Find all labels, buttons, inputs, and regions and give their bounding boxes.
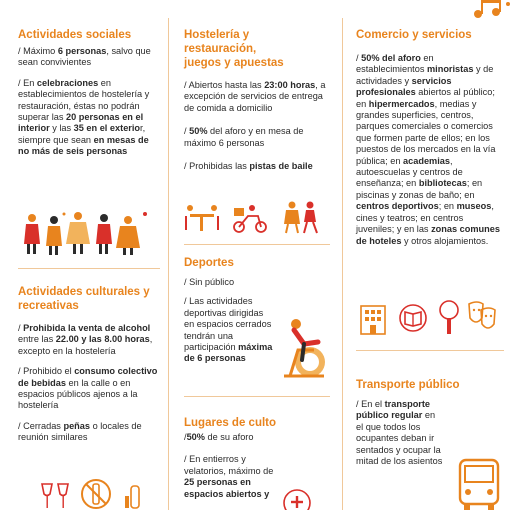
section-divider (356, 350, 504, 351)
spinning-bike-icon (274, 316, 336, 380)
cultural-paragraph-1: / Prohibida la venta de alcohol entre las 22.00 y las 8.00 horas, excepto en la hostelería (18, 323, 153, 356)
section-title: Hostelería y restauración, juegos y apuestas (184, 29, 284, 69)
theater-masks-icon (466, 298, 498, 336)
section-title: Transporte público (356, 379, 460, 391)
social-paragraph-1: / Máximo 6 personas, salvo que sean convivientes (18, 46, 151, 68)
column-divider (168, 18, 169, 510)
cultural-paragraph-3: / Cerradas peñas o locales de reunión similares (18, 420, 142, 443)
restaurant-table-icon (184, 202, 220, 234)
cultural-paragraph-2: / Prohibido el consumo colectivo de bebidas en la calle o en espacios públicos ajenos a la hostelería (18, 366, 158, 411)
wine-toast-icon (38, 480, 72, 510)
section-title: Actividades sociales (18, 29, 132, 41)
section-comercio (356, 28, 504, 247)
bus-icon (456, 456, 502, 510)
dancers-icon (282, 200, 322, 234)
section-transporte (356, 378, 504, 467)
hosteleria-paragraph-1: / Abiertos hasta las 23:00 horas, a excepción de servicios de entrega de comida a domicilio (184, 80, 326, 113)
social-paragraph-2: / En celebraciones en establecimientos de hostelería y restauración, éstas no podrán superar las 20 personas en el interior y las 35 en el exterior, siempre que sean en mesas de no más de seis personas (18, 77, 150, 157)
section-divider (184, 244, 330, 245)
deportes-paragraph-2: / Las actividades deportivas dirigidas en espacios cerrados tendrán una participación máxima de 6 personas (184, 296, 273, 364)
section-divider (18, 268, 160, 269)
section-cultural (18, 285, 160, 444)
section-social (18, 28, 160, 158)
column-divider (342, 18, 343, 510)
cross-icon (282, 488, 312, 510)
culto-paragraph-2: / En entierros y velatorios, máximo de 25 personas en espacios abiertos y (184, 454, 274, 499)
section-divider (184, 396, 330, 397)
building-icon (358, 300, 388, 336)
section-title: Comercio y servicios (356, 29, 472, 41)
no-alcohol-icon (80, 478, 112, 510)
comercio-paragraph-1: / 50% del aforo en establecimientos minoristas y de actividades y servicios profesionales abiertos al público; en hipermercados, medias y grandes superficies, centros, parques comerciales o comercios que formen parte de ellos; en los puestos de los mercados en la vía pública; en academias, autoescuelas y centros de enseñanza; en bibliotecas; en piscinas y zonas de baño; en centros deportivos; en museos, cines y teatros; en centros juveniles; y en las zonas comunes de hoteles y otros alojamientos. (356, 53, 501, 246)
hosteleria-paragraph-2: / 50% del aforo y en mesa de máximo 6 personas (184, 126, 304, 148)
music-notes-icon (472, 0, 510, 20)
section-title: Lugares de culto (184, 417, 277, 429)
hosteleria-paragraph-3: / Prohibidas las pistas de baile (184, 161, 313, 172)
swimming-icon (436, 300, 462, 336)
delivery-scooter-icon (230, 202, 270, 234)
deportes-paragraph-1: / Sin público (184, 277, 235, 287)
section-title: Deportes (184, 257, 234, 269)
party-people-icon (20, 210, 152, 256)
section-title: Actividades culturales y recreativas (18, 286, 150, 312)
culto-paragraph-1: /50% de su aforo (184, 432, 254, 442)
transporte-paragraph-1: / En el transporte público regular en el que todos los ocupantes deban ir sentados y ocupar la mitad de los asientos (356, 399, 443, 467)
library-book-icon (398, 300, 428, 336)
section-hosteleria (184, 28, 330, 172)
bottle-icon (122, 484, 148, 510)
